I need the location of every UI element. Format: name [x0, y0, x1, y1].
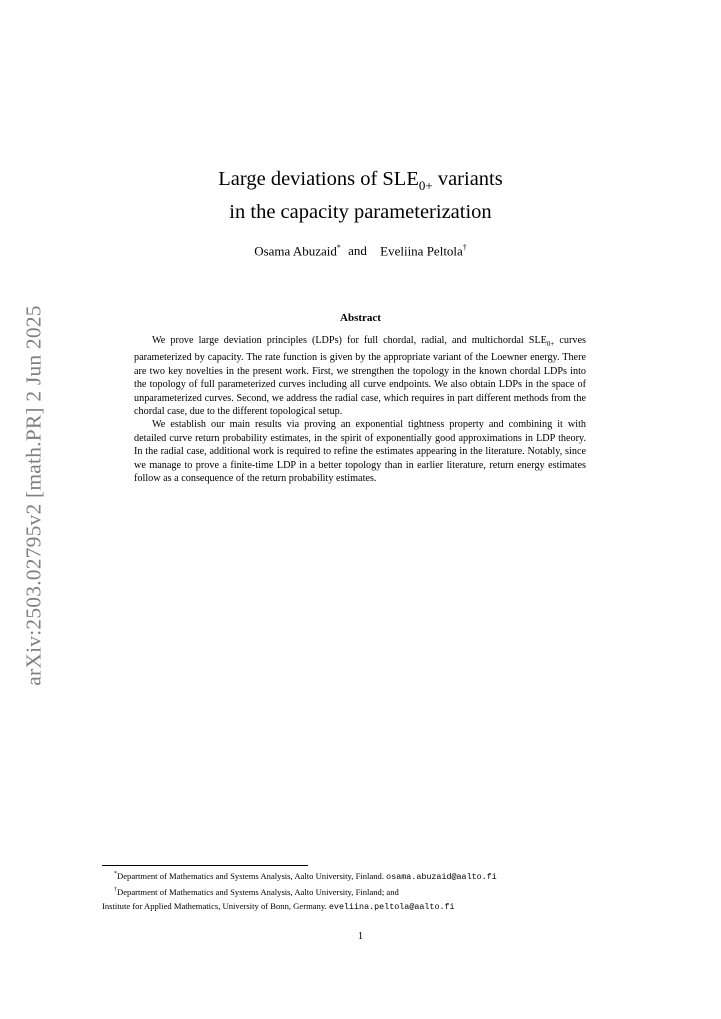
author-list [0, 243, 721, 259]
paper-title [0, 166, 721, 226]
footnote-2 [102, 884, 632, 899]
arxiv-identifier-text: arXiv:2503.02795v2 [math.PR] 2 Jun 2025 [21, 304, 46, 686]
footnote-2-continuation [102, 900, 632, 915]
footnote-text: Institute for Applied Mathematics, University of Bonn, Germany. [102, 900, 327, 911]
arxiv-identifier-stamp [12, 292, 56, 698]
page-number: 1 [357, 931, 364, 942]
author-name: Osama Abuzaid [254, 243, 337, 259]
title-line-2: in the capacity parameterization [229, 201, 492, 224]
footnote-text: Department of Mathematics and Systems Analysis, Aalto University, Finland; and [117, 887, 399, 898]
abstract-body [134, 334, 586, 486]
author-conjunction: and [348, 243, 367, 259]
footnote-mark: † [114, 887, 117, 894]
author-footnote-mark: * [336, 243, 341, 252]
footnote-text: Department of Mathematics and Systems Analysis, Aalto University, Finland. [117, 870, 385, 881]
footnote-mark: * [114, 871, 117, 877]
abstract-paragraph: We establish our main results via proving an exponential tightness property and combining it with detailed curve return probability estimates, in the spirit of exponentially good approximations in LDP theory. In the radial case, additional work is required to refine the estimates appearing in the literature. Notably, since we manage to prove a finite-time LDP in a better topology than in earlier literature, return energy estimates follow as a consequence of the return probability estimates. [134, 419, 586, 485]
abstract-subscript: 0+ [546, 340, 555, 349]
abstract-paragraph [134, 334, 586, 418]
title-subscript: 0+ [418, 178, 433, 194]
footnote-divider [102, 865, 308, 866]
footnotes [102, 868, 632, 915]
abstract-heading: Abstract [340, 312, 381, 324]
author-footnote-mark: † [462, 243, 467, 252]
abstract-text: We prove large deviation principles (LDPs) for full chordal, radial, and multichordal SLE [152, 335, 547, 346]
email-address: osama.abuzaid@aalto.fi [386, 871, 497, 882]
title-line-1 [0, 166, 721, 199]
footnote-1 [102, 868, 632, 884]
email-address: eveliina.peltola@aalto.fi [328, 901, 455, 912]
author-name: Eveliina Peltola [380, 243, 463, 259]
title-line-1-text: Large deviations of SLE [218, 168, 419, 190]
title-line-1-suffix: variants [432, 168, 503, 190]
abstract-text: curves parameterized by capacity. The rate function is given by the appropriate variant of the Loewner energy. There are two key novelties in the present work. First, we strengthen the topology in the known chordal LDPs into the topology of full parameterized curves including all curve endpoints. We also obtain LDPs in the space of unparameterized curves. Second, we address the radial case, which requires in part different methods from the chordal case, due to the different topological setup. [134, 335, 586, 418]
